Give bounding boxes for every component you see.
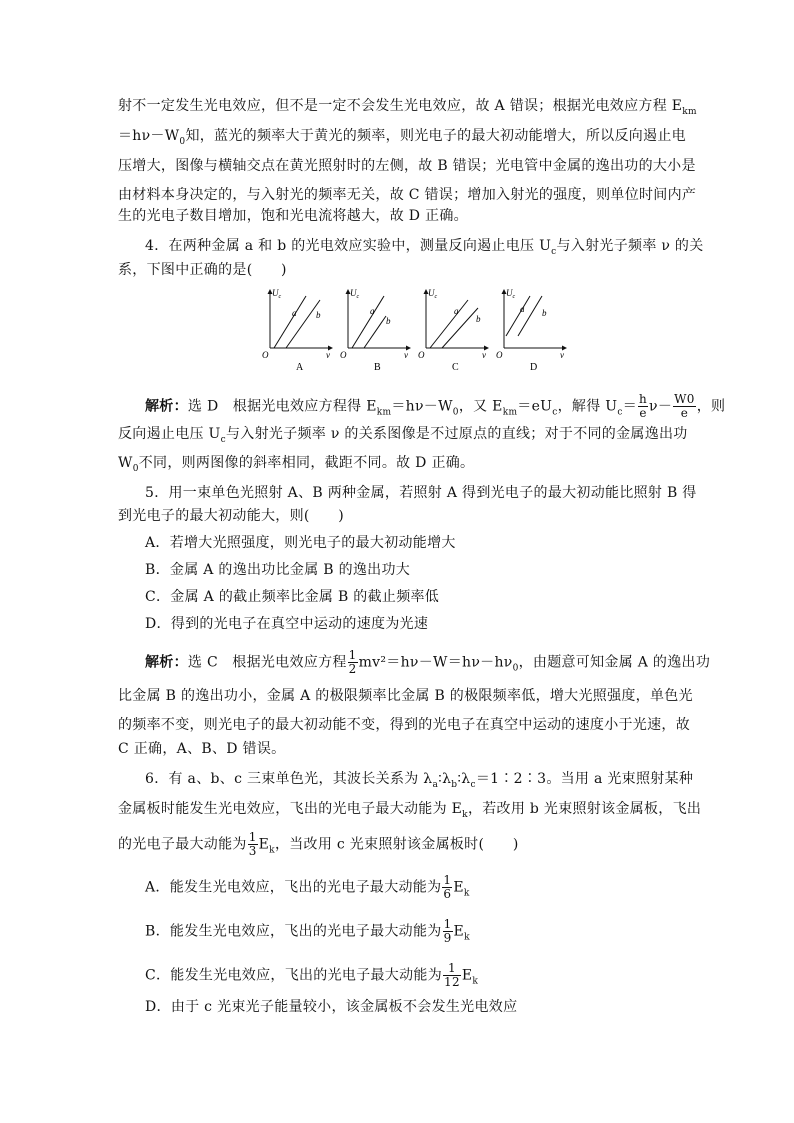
graph-c-x-label: ν xyxy=(482,350,486,360)
q5-analysis-line-2: 比金属 B 的逸出功小，金属 A 的极限频率比金属 B 的极限频率低，增大光照强度，单色光 xyxy=(118,688,693,704)
graph-a-caption: A xyxy=(296,362,304,373)
q4-stem-line-2: 系，下图中正确的是( ) xyxy=(118,262,287,278)
fraction-one-twelfth: $\frac{1}{12}$ xyxy=(444,961,460,989)
fraction-w0-over-e: $\frac{W0}{e}$ xyxy=(674,392,695,420)
q5-analysis-line-3: 的频率不变，则光电子的最大初动能不变，得到的光电子在真空中运动的速度小于光速，故 xyxy=(118,717,690,733)
graph-a-line-a: a xyxy=(292,308,297,318)
graph-c-origin: O xyxy=(418,350,425,360)
graph-d[interactable] xyxy=(496,288,566,373)
graph-b-origin: O xyxy=(340,350,347,360)
q5-option-d[interactable]: D．得到的光电子在真空中运动的速度为光速 xyxy=(145,616,429,632)
q5-analysis-line-1: 解析：选 C 根据光电效应方程 $\frac{1}{2}$ $mv^2=h\nu-W=h\nu-h\nu_0$，由题意可知金属 A 的逸出功 xyxy=(145,648,711,676)
q4-analysis-line-3: $W_0$不同，则两图像的斜率相同，截距不同。故 D 正确。 xyxy=(118,455,475,474)
graph-b-caption: B xyxy=(374,362,381,373)
graph-d-x-label: ν xyxy=(560,350,564,360)
q4-graphs-svg xyxy=(262,286,562,376)
q6-stem-line-2: 金属板时能发生光电效应，飞出的光电子最大动能为 $E_k$，若改用 b 光束照射该金属板，飞出 xyxy=(118,801,702,820)
graph-a-line-b: b xyxy=(316,310,321,320)
graph-c-line-b: b xyxy=(476,314,481,324)
graph-c-line-a: a xyxy=(454,306,459,316)
graph-b-line-a: a xyxy=(370,306,375,316)
q4-analysis-line-2: 反向遏止电压 $U_c$与入射光子频率 ν 的关系图像是不过原点的直线；对于不同的金属逸出功 xyxy=(118,426,688,445)
para-line-3: 压增大，图像与横轴交点在黄光照射时的左侧，故 B 错误；光电管中金属的逸出功的大小是 xyxy=(118,158,696,174)
graph-d-y-label: $U_c$ xyxy=(506,288,516,300)
fraction-h-over-e: $\frac{h}{e}$ xyxy=(639,392,648,420)
q6-option-c[interactable]: C．能发生光电效应，飞出的光电子最大动能为 $\frac{1}{12}$ $E_k$ xyxy=(145,961,479,989)
fraction-one-third: $\frac{1}{3}$ xyxy=(248,830,257,858)
q4-graph-options xyxy=(262,286,562,376)
graph-c[interactable] xyxy=(418,288,488,373)
q6-option-d[interactable]: D．由于 c 光束光子能量较小，该金属板不会发生光电效应 xyxy=(145,999,518,1015)
q5-stem-line-1: 5．用一束单色光照射 A、B 两种金属，若照射 A 得到光电子的最大初动能比照射 B 得 xyxy=(145,485,697,501)
graph-d-caption: D xyxy=(530,362,538,373)
q5-option-b[interactable]: B．金属 A 的逸出功比金属 B 的逸出功大 xyxy=(145,562,411,578)
q6-stem-line-3: 的光电子最大动能为 $\frac{1}{3}$ $E_k$，当改用 c 光束照射该金属板时( ) xyxy=(118,830,519,858)
graph-c-caption: C xyxy=(452,362,459,373)
graph-c-y-label: $U_c$ xyxy=(428,288,438,300)
graph-a-origin: O xyxy=(262,350,269,360)
graph-a-y-label: $U_c$ xyxy=(272,288,282,300)
q6-option-a[interactable]: A．能发生光电效应，飞出的光电子最大动能为 $\frac{1}{6}$ $E_k$ xyxy=(145,873,470,901)
para-line-2: $=h\nu-W_0$知，蓝光的频率大于黄光的频率，则光电子的最大初动能增大，所以反向遏止电 xyxy=(118,128,686,147)
graph-a-x-label: ν xyxy=(326,350,330,360)
graph-a[interactable] xyxy=(262,288,332,373)
fraction-one-half: $\frac{1}{2}$ xyxy=(348,648,357,676)
graph-b-x-label: ν xyxy=(404,350,408,360)
fraction-one-ninth: $\frac{1}{9}$ xyxy=(443,917,452,945)
graph-b[interactable] xyxy=(340,288,410,373)
para-line-5: 生的光电子数目增加，饱和光电流将越大，故 D 正确。 xyxy=(118,208,468,224)
q4-analysis-line-1: 解析：选 D 根据光电效应方程得 $E_{km}=h\nu-W_0$，又 $E_{km}=eU_c$，解得 $U_c=$ $\frac{h}{e}$ ν－ $\frac{W0}{e}$ ，则 xyxy=(145,392,726,420)
q6-option-b[interactable]: B．能发生光电效应，飞出的光电子最大动能为 $\frac{1}{9}$ $E_k$ xyxy=(145,917,470,945)
q4-stem-line-1: 4．在两种金属 a 和 b 的光电效应实验中，测量反向遏止电压 $U_c$与入射光子频率 ν 的关 xyxy=(145,238,704,257)
q5-option-a[interactable]: A．若增大光照强度，则光电子的最大初动能增大 xyxy=(145,535,456,551)
q5-analysis-line-4: C 正确，A、B、D 错误。 xyxy=(118,741,286,757)
graph-d-origin: O xyxy=(496,350,503,360)
para-line-4: 由材料本身决定的，与入射光的频率无关，故 C 错误；增加入射光的强度，则单位时间内产 xyxy=(118,187,697,203)
graph-b-y-label: $U_c$ xyxy=(350,288,360,300)
q5-option-c[interactable]: C．金属 A 的截止频率比金属 B 的截止频率低 xyxy=(145,589,440,605)
graph-d-line-a: a xyxy=(520,304,525,314)
para-line-1: 射不一定发生光电效应，但不是一定不会发生光电效应，故 A 错误；根据光电效应方程 $E_{km}$ xyxy=(118,98,697,117)
graph-d-line-b: b xyxy=(542,308,547,318)
q6-stem-line-1: 6．有 a、b、c 三束单色光，其波长关系为 $\lambda_a∶\lambda_b∶\lambda_c=1∶2∶3$。当用 a 光束照射某种 xyxy=(145,771,694,790)
fraction-one-sixth: $\frac{1}{6}$ xyxy=(443,873,452,901)
graph-b-line-b: b xyxy=(386,316,391,326)
q5-stem-line-2: 到光电子的最大初动能大，则( ) xyxy=(118,508,345,524)
